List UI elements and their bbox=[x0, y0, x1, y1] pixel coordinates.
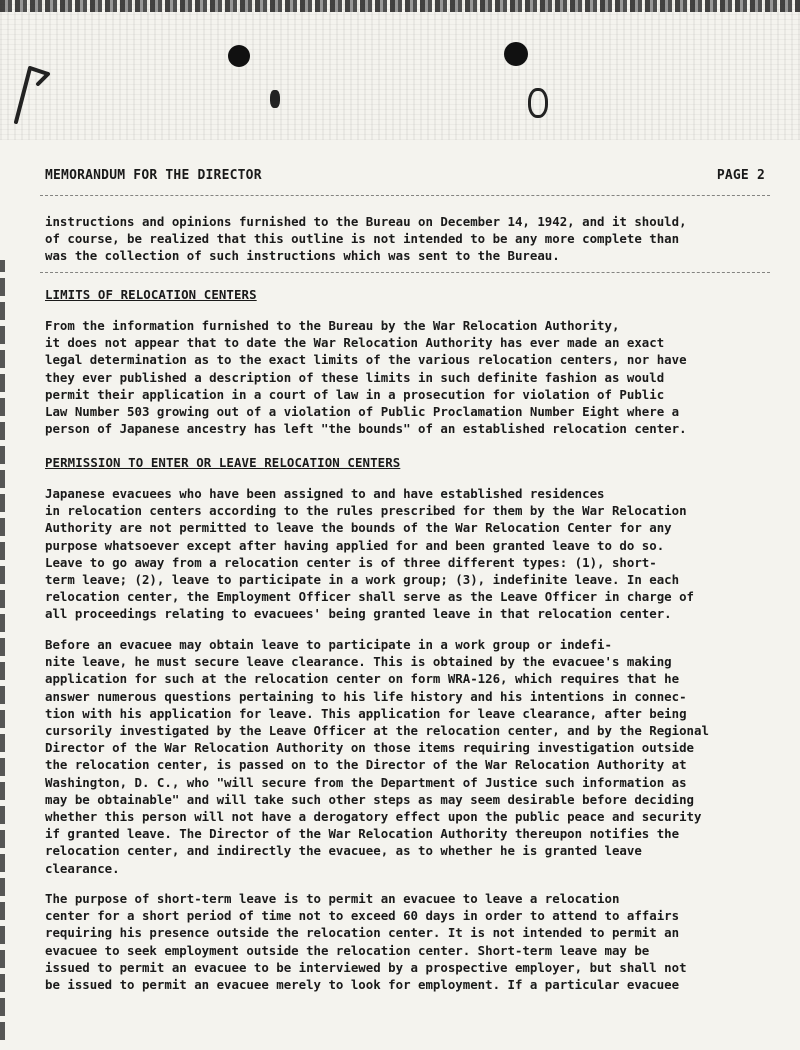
paragraph-intro: instructions and opinions furnished to the Bureau on December 14, 1942, and it should, of course, be realized that this outline is not intended to be any more complete than was the collection of such instructions which was sent to the Bureau. bbox=[45, 214, 687, 264]
scan-noise bbox=[0, 0, 800, 140]
section-heading-permission: PERMISSION TO ENTER OR LEAVE RELOCATION CENTERS bbox=[45, 455, 401, 470]
section-heading-limits: LIMITS OF RELOCATION CENTERS bbox=[45, 287, 257, 302]
paragraph-permission: Japanese evacuees who have been assigned to and have established residences in relocation centers according to the rules prescribed for them by the War Relocation Authority are not permitted to leave the bounds of the War Relocation Center for any purpose whatsoever except after having applied for and been granted leave to do so. Leave to go away from a relocation center is of three different types: (1), short- term leave; (2), leave to participate in a work group; (3), indefinite leave. In each relocation center, the Employment Officer shall serve as the Leave Officer in charge of all proceedings relating to evacuees' being granted leave in that relocation center. bbox=[45, 486, 695, 622]
divider bbox=[40, 195, 770, 196]
page-number: PAGE 2 bbox=[716, 168, 765, 183]
punch-hole-right bbox=[504, 42, 528, 66]
scan-edge-top bbox=[0, 0, 800, 12]
scan-mark bbox=[528, 88, 548, 118]
handwritten-mark bbox=[8, 60, 68, 130]
paragraph-leave-clearance: Before an evacuee may obtain leave to participate in a work group or indefi- nite leave, he must secure leave clearance. This is obtained by the evacuee's making application for such at the relocation center on form WRA-126, which requires that he answer numerous questions pertaining to his life history and his intentions in connec- tion with his application for leave. This application for leave clearance, after being cursorily investigated by the Leave Officer at the relocation center, and by the Regional Director of the War Relocation Authority on those items requiring investigation outside the relocation center, is passed on to the Director of the War Relocation Authority at Washington, D. C., who "will secure from the Department of Justice such information as may be obtainable" and will take such other steps as may seem desirable before deciding whether this person will not have a derogatory effect upon the public peace and security if granted leave. The Director of the War Relocation Authority thereupon notifies the relocation center, and indirectly the evacuee, as to whether he is granted leave clearance. bbox=[45, 637, 709, 876]
memo-title: MEMORANDUM FOR THE DIRECTOR bbox=[45, 168, 262, 183]
scan-mark bbox=[270, 90, 280, 108]
paragraph-short-term-leave: The purpose of short-term leave is to permit an evacuee to leave a relocation center for a short period of time not to exceed 60 days in order to attend to affairs requiring his presence outside the relocation center. It is not intended to permit an evacuee to seek employment outside the relocation center. Short-term leave may be issued to permit an evacuee to be interviewed by a prospective employer, but shall not be issued to permit an evacuee merely to look for employment. If a particular evacuee bbox=[45, 891, 687, 993]
divider bbox=[40, 272, 770, 273]
memo-header bbox=[45, 168, 765, 183]
punch-hole-left bbox=[228, 45, 250, 67]
scan-edge-left bbox=[0, 260, 5, 1040]
paragraph-limits: From the information furnished to the Bureau by the War Relocation Authority, it does not appear that to date the War Relocation Authority has ever made an exact legal determination as to the exact limits of the various relocation centers, nor have they ever published a description of these limits in such definite fashion as would permit their application in a court of law in a prosecution for violation of Public Law Number 503 growing out of a violation of Public Proclamation Number Eight where a person of Japanese ancestry has left "the bounds" of an established relocation center. bbox=[45, 318, 687, 437]
